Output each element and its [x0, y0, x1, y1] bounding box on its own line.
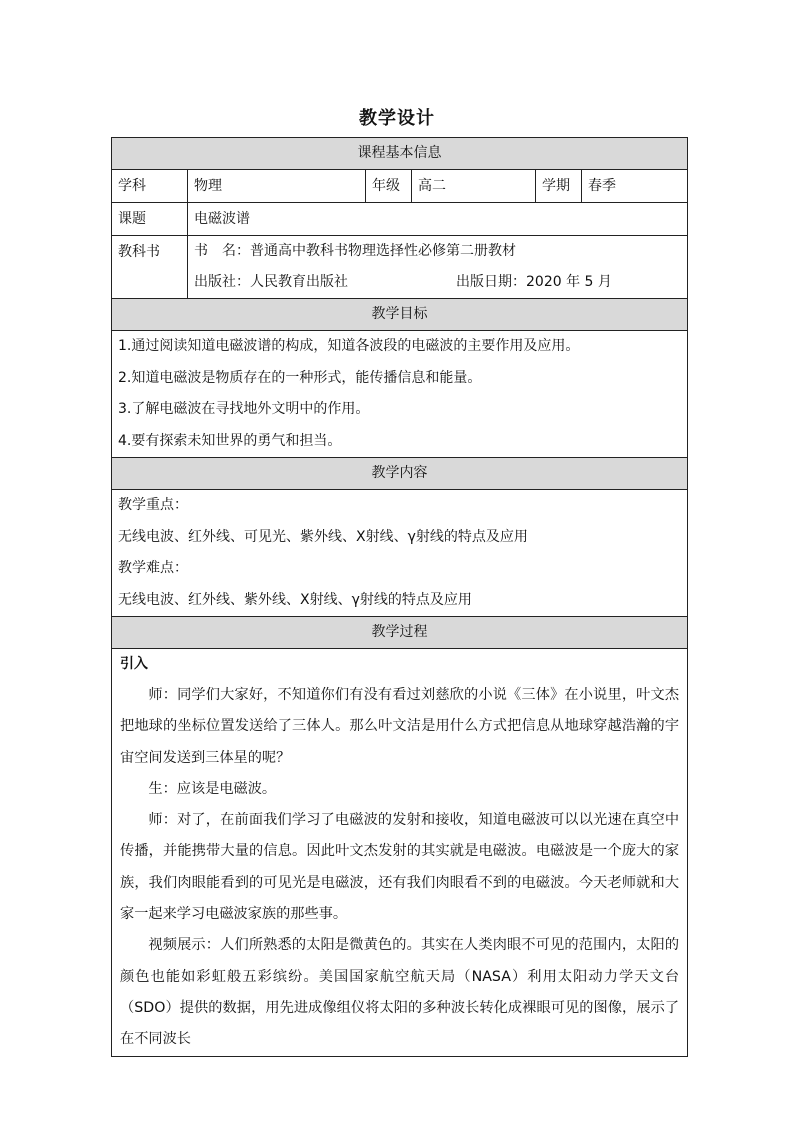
- difficult-points: 无线电波、红外线、紫外线、X射线、γ射线的特点及应用: [118, 591, 472, 608]
- key-points: 无线电波、红外线、可见光、紫外线、X射线、γ射线的特点及应用: [118, 528, 528, 545]
- goal-item: 2.知道电磁波是物质存在的一种形式，能传播信息和能量。: [118, 369, 482, 386]
- process-header-row: [112, 617, 688, 649]
- intro-heading: 引入: [120, 656, 148, 672]
- goal-item: 4.要有探索未知世界的勇气和担当。: [118, 432, 342, 449]
- subject-value: 物理: [188, 170, 366, 203]
- publisher-line: [194, 267, 681, 298]
- textbook-label: 教科书: [112, 236, 188, 299]
- paragraph: 师：对了，在前面我们学习了电磁波的发射和接收，知道电磁波可以以光速在真空中传播，并能携带大量的信息。因此叶文杰发射的其实就是电磁波。电磁波是一个庞大的家族，我们肉眼能看到的可见光是电磁波，还有我们肉眼看不到的电磁波。今天老师就和大家一起来学习电磁波家族的那些事。: [120, 812, 680, 923]
- process-row: [112, 649, 688, 1057]
- term-label: 学期: [536, 170, 582, 203]
- publication-date: 出版日期：2020 年 5 月: [456, 274, 612, 291]
- topic-row: [112, 203, 688, 236]
- paragraph: 生：应该是电磁波。: [148, 780, 277, 797]
- basic-info-header: 课程基本信息: [112, 138, 688, 170]
- content-header: 教学内容: [112, 458, 688, 490]
- textbook-row: [112, 236, 688, 299]
- publisher: 出版社：人民教育出版社: [194, 274, 348, 291]
- process-body: [112, 649, 688, 1057]
- subject-row: [112, 170, 688, 203]
- subject-label: 学科: [112, 170, 188, 203]
- difficult-points-label: 教学难点：: [118, 560, 188, 576]
- goals-list: [112, 331, 688, 458]
- goals-header: 教学目标: [112, 299, 688, 331]
- paragraph: 师：同学们大家好，不知道你们有没有看过刘慈欣的小说《三体》在小说里，叶文杰把地球的坐标位置发送给了三体人。那么叶文洁是用什么方式把信息从地球穿越浩瀚的宇宙空间发送到三体星的呢？: [120, 687, 680, 766]
- topic-value: 电磁波谱: [188, 203, 688, 236]
- goal-item: 1.通过阅读知道电磁波谱的构成，知道各波段的电磁波的主要作用及应用。: [118, 338, 580, 354]
- topic-label: 课题: [112, 203, 188, 236]
- textbook-info: [188, 236, 688, 299]
- content-header-row: [112, 458, 688, 490]
- book-name: 书 名：普通高中教科书物理选择性必修第二册教材: [194, 243, 516, 260]
- grade-label: 年级: [366, 170, 412, 203]
- goal-item: 3.了解电磁波在寻找地外文明中的作用。: [118, 401, 370, 417]
- term-value: 春季: [582, 170, 688, 203]
- content-row: [112, 490, 688, 617]
- document-title: 教学设计: [359, 108, 435, 129]
- goals-header-row: [112, 299, 688, 331]
- goals-row: [112, 331, 688, 458]
- process-header: 教学过程: [112, 617, 688, 649]
- key-points-label: 教学重点：: [118, 497, 188, 513]
- paragraph: 视频展示：人们所熟悉的太阳是微黄色的。其实在人类肉眼不可见的范围内，太阳的颜色也能如彩虹般五彩缤纷。美国国家航空航天局（NASA）利用太阳动力学天文台（SDO）提供的数据，用先进成像组仪将太阳的多种波长转化成裸眼可见的图像，展示了在不同波长: [120, 937, 680, 1048]
- grade-value: 高二: [412, 170, 536, 203]
- content-body: [112, 490, 688, 617]
- lesson-plan-table: [111, 137, 688, 1057]
- basic-info-header-row: [112, 138, 688, 170]
